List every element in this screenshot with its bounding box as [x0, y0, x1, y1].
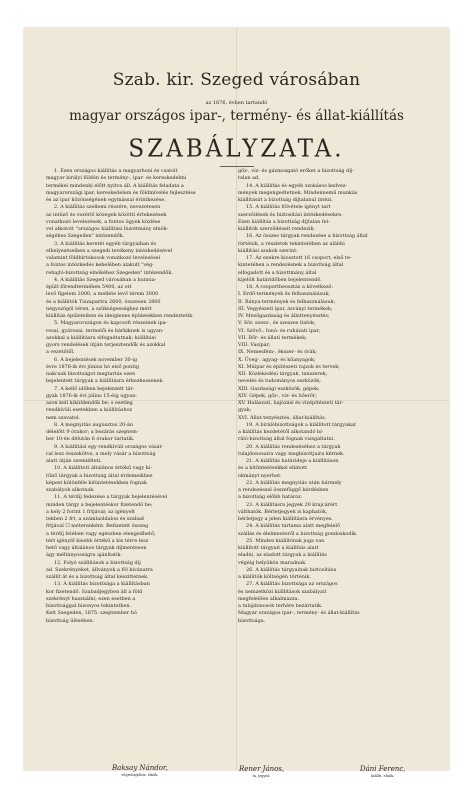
- text-line: 19. A bírálóbizottságok a kiállított tárgyakat: [246, 421, 356, 428]
- text-line: 4. A kiállítás Szeged városában a hunnia-: [54, 276, 157, 283]
- text-line: IV. Mezőgazdaság és állattenyésztés;: [238, 313, 330, 319]
- text-line: V. Sör, szesz-, és szeszes italok;: [238, 320, 316, 327]
- text-line: Kelt Szegeden, 1875. szeptember hó: [46, 610, 137, 617]
- text-line: VII. Bőr- és állati termékek;: [238, 334, 307, 341]
- text-line: 1. Ezen országos kiállítás a magyarhoni és csatolt: [54, 168, 178, 174]
- text-line: szekrényt használni; ezen esetben a: [46, 595, 136, 602]
- signature-role: kiállít. elnök.: [371, 774, 395, 778]
- text-line: bérletjegy a jelen kiállításra érvényes.: [238, 516, 333, 522]
- text-line: magyarországi ipar, kereskedelem és földmívelés fejlesztése: [46, 189, 196, 196]
- text-line: 26. A kiállítás tárgyainak biztosítása: [246, 566, 337, 573]
- text-line: gőz-, víz- és gázmozgató erőket a bizottság díj-: [238, 168, 354, 174]
- text-line: a térdíj felében vagy egészben elengedhető;: [46, 530, 156, 537]
- text-line: végéig helyükön maradnak.: [238, 559, 307, 566]
- text-line: termékei mindenki előtt nyitva áll. A kiállítás feladata a: [46, 182, 184, 189]
- text-line: II. Bánya-termények és felhasználásuk;: [238, 298, 336, 305]
- text-line: szabályok alkotnak.: [46, 487, 95, 493]
- text-line: kor fizetendő. Szabadjegyben áll a föld: [46, 588, 143, 595]
- text-line: X. Üveg-, agyag- és kőanyagok;: [238, 356, 316, 363]
- text-line: azon kell kiküldendők be; s esetleg: [46, 400, 133, 406]
- text-line: eladni, az eladott tárgyak a kiállítás: [238, 552, 327, 559]
- signature-3: [360, 765, 406, 778]
- text-line: 18. A csoportbeosztás a következő:: [246, 284, 334, 290]
- text-line: ágy méltányosságra ajánltatik.: [46, 552, 123, 559]
- document-title: SZABÁLYZATA.: [128, 135, 345, 163]
- text-line: ad. Szekrényeket, állványok a föl kivánatra: [46, 566, 153, 573]
- text-line: kiállítók szerződéseit rendezik.: [238, 226, 315, 232]
- text-line: bizottsággal bizonyos tekintetben.: [46, 603, 132, 609]
- text-line: 17. Az ezekre kiosztott 16 csoport, első te-: [246, 255, 352, 261]
- header-exhibition-line: magyar országos ipar-, termény- és állat-kiállítás: [69, 108, 404, 124]
- text-line: szállít át és a bizottság által készíttetnek.: [46, 574, 149, 580]
- text-line: 25. Minden kiállítónak joga van: [246, 537, 325, 544]
- text-line: elhelyezéseiben a szegedi tevékeny intézkedésével: [46, 247, 173, 254]
- text-line: XI. Múipar és építészeti rajzok és tervek;: [238, 363, 340, 370]
- text-line: képest különféle kitüntetésekben fognak: [46, 479, 147, 486]
- text-line: tekben 2 frt, a számlaoldalon és szabad: [46, 516, 144, 522]
- text-line: bizottsága.: [238, 617, 266, 624]
- text-line: nevelés és tudományos eszközök;: [238, 378, 321, 385]
- signature-role: végrehajtóbiz. elnök.: [121, 773, 159, 777]
- text-line: válthatók. Bérletjegyek is kaphatók,: [238, 508, 328, 515]
- text-line: 7. A kellő időben bejelentett tár-: [54, 385, 135, 392]
- text-line: az intéző és vezérlő közegek közötti értekezések: [46, 211, 167, 218]
- text-line: rosai, gyárosai, termelői és bárkiknek is ugyan-: [46, 327, 164, 334]
- text-line: 15. A kiállítás fölvétele igényt tart: [246, 204, 331, 211]
- text-line: kiállított tárgyait a kiállítás alatt: [238, 545, 319, 551]
- text-line: délelőtt 9 órakor; a bezárás szeptem-: [46, 429, 139, 435]
- text-line: 10. A kiállított általános értékű vagy ki-: [54, 465, 153, 472]
- text-line: és a kiállítók Tiszapartra 2600, összesen 2800: [46, 298, 161, 305]
- text-line: 6. A bejelentések november 30-ig: [54, 356, 138, 363]
- text-line: kijelölt határidőben bejelentendő.: [238, 276, 322, 283]
- text-line: mények megengedtetnek. Mindennemű munkás: [238, 189, 358, 196]
- text-line: hető vagy általános tárgyak díjmentesen: [46, 545, 147, 551]
- text-line: azokkal a kiállításra elfogadtatnak; kiállítási: [46, 334, 156, 341]
- text-line: a hely 2 forint 1 frtjával; az igényelt: [46, 508, 136, 515]
- title-rule: [220, 166, 254, 167]
- signature-name: Baksay Nándor,: [112, 764, 168, 772]
- text-line: vel alkotott "országos kiállítási bizottmány elnök-: [46, 226, 169, 232]
- text-line: 23. A kiállításra jegyek 20 krajcárért: [246, 501, 338, 508]
- text-line: tulajdonosaira vagy megbízottjaira kérnek.: [238, 450, 345, 457]
- text-line: valamint földbirtokosok vonatkozó levelezései: [46, 255, 161, 261]
- text-line: a tulajdonosok terhére bezártatik.: [238, 603, 323, 609]
- header-city-line: Szab. kir. Szeged városában: [112, 70, 361, 90]
- text-line: bizottság ülésében.: [46, 617, 94, 624]
- text-line: 27. A kiállítás bizottsága az országos: [246, 581, 338, 588]
- text-line: 21. A kiállítás határideje a kiállításon: [246, 458, 339, 464]
- text-line: a rendezéssel összefüggő kérdésben: [238, 487, 329, 493]
- text-line: a bizottság előbb határoz.: [238, 494, 303, 501]
- header-year-line: az 1876. évben tartandó: [205, 100, 268, 106]
- text-line: 13. A kiállítás bizottsága a kiállításban: [54, 581, 150, 588]
- text-line: 2. A kiállítás szellemi részére, nevezetesen: [54, 204, 161, 211]
- text-line: kiállítás épületeiben és ideiglenes épületekben rendeztetik.: [46, 313, 194, 319]
- text-line: talan ad.: [238, 175, 260, 182]
- text-line: minden tárgy a bejelentéskor fizetendő be;: [46, 501, 153, 508]
- text-line: tűnő tárgyak a bizottság által érdemeikhez: [46, 472, 153, 479]
- text-line: rendkívüli esetekben a kiállításhoz: [46, 407, 133, 414]
- text-line: nem szavatol.: [46, 414, 80, 421]
- text-line: évre 1876-ik évi június hó első pontig: [46, 363, 139, 370]
- text-line: a vezetőtől.: [46, 349, 75, 356]
- text-line: frtjával ☐ méterenként. Befizetett összeg: [46, 523, 149, 530]
- text-line: a kiállítók költségén történik.: [238, 574, 311, 580]
- text-line: levő figelem 2000, a melléte levő térem 3000: [46, 291, 159, 298]
- text-line: alatt útján szemlélteti.: [46, 458, 102, 464]
- text-line: ral lesz összekötve, a mely vásár a bizottság: [46, 450, 156, 457]
- left-text-column: [46, 168, 232, 625]
- text-line: a kiállítás kezdetétől alkotandó bí-: [238, 429, 324, 435]
- text-line: bejelentett tárgyak a kiállításra érkezhessenek.: [46, 378, 164, 385]
- signature-role: m. jegyző.: [252, 774, 271, 778]
- text-line: okmányt nyerhet.: [238, 472, 282, 479]
- text-line: ségéhez Szegeden" intézendők.: [46, 233, 125, 240]
- text-line: történik, a részletek tekintetében az alábbi: [238, 240, 345, 247]
- text-line: magyar királyi földön és termény-, ipar- és kereskedelmi: [46, 175, 187, 182]
- text-line: Ezen kiállítás a bizottság díjtalan fel-: [238, 218, 330, 225]
- text-line: VIII. Vasipar;: [238, 342, 271, 348]
- text-line: VI. Szövő-, fonó- és ruházati ipar;: [238, 327, 321, 334]
- text-line: 5. Magyarországon és kapcsolt részeinek ipa-: [54, 320, 168, 327]
- signature-2: [239, 765, 284, 778]
- text-line: négyszögöl téren, a szükségességhez mért: [46, 305, 152, 312]
- text-line: ber 10-én délután 6 órakor tartatik.: [46, 436, 135, 443]
- text-line: Magyar országos ipar-, termény- és állat-kiállítás: [238, 610, 360, 617]
- text-line: XII. Közlekedési tárgyak, tanszerek,: [238, 371, 328, 377]
- text-line: ráló-bizottság által fognak vizsgáltatni.: [238, 436, 335, 443]
- signature-name: Rener János,: [239, 765, 285, 773]
- text-line: 3. A kiállítás keretét egyéb tárgyaiban és: [54, 240, 156, 247]
- text-line: vonatkozó levelezések, a fontos ügyek közlése: [46, 218, 161, 225]
- poster-sheet: [24, 28, 449, 778]
- text-line: kiállítási szakok szerint:: [238, 247, 298, 254]
- text-line: szerződések és biztosítási intézkedésekre.: [238, 211, 343, 218]
- text-line: XIV. Gépek, gőz-, víz- és hőerőr;: [238, 392, 317, 399]
- text-line: kiállítását a bizottság díjtalanul intézi.: [238, 197, 333, 203]
- text-line: XVI. Állat-tenyésztés, állat-kiállítás.: [238, 414, 327, 421]
- text-line: gyak 1876-ik évi július 15-éig ugyan-: [46, 392, 138, 399]
- text-line: tért igénylő kisebb értékű a kis térre lesz: [46, 537, 149, 544]
- text-line: 16. Az összes tárgyak rendezése a bizottság által: [246, 233, 368, 240]
- text-line: 12. Folyó szállítások a bizottság díj: [54, 559, 141, 566]
- text-line: 22. A kiállítás megnyitás után bármely: [246, 479, 342, 486]
- text-line: épült főrendtermében 5400, az ott: [46, 284, 132, 290]
- text-line: 11. A térdíj fedezése a tárgyak bejelentésével: [54, 494, 168, 501]
- text-line: elfogadott és a bizottmány által: [238, 269, 317, 276]
- signature-name: Dáni Ferenc,: [360, 765, 406, 773]
- text-line: a fontos intézkedés kebelében alakult "vég-: [46, 262, 154, 269]
- text-line: kintetében a rendezésnek a bizottság által: [238, 262, 344, 269]
- right-text-column: [238, 168, 426, 625]
- text-line: I. Erdő-termények és felhasználásuk;: [238, 291, 330, 298]
- text-line: és nemzetközi kiállítások szabályait: [238, 588, 327, 595]
- text-line: és a kitűntetésekkel ellátott: [238, 465, 308, 472]
- text-line: és az ipar közönségének egymással érintkezése.: [46, 197, 166, 203]
- text-line: III. Vegyészeti ipar, ásványi termékek;: [238, 305, 333, 312]
- text-line: szállás és élelmezésről a bizottság gondoskodik.: [238, 530, 358, 537]
- signature-1: [112, 764, 168, 777]
- text-line: megfelelően alkalmazza.: [238, 595, 300, 602]
- text-line: 8. A megnyitás augusztus 20-án: [54, 421, 133, 428]
- text-line: XIII. Gazdasági eszközök, gépek;: [238, 385, 320, 392]
- text-line: rehajtó-bizottság elnökéhez Szegeden" intézendők.: [46, 269, 173, 276]
- text-line: XV. Halászati, hajózási és vízépítészeti tár-: [238, 400, 344, 406]
- text-line: 20. A kiállítás rendezéséhez a tárgyak: [246, 443, 341, 450]
- text-line: gyak;: [238, 407, 252, 414]
- text-line: 9. A kiállítási egy rendkívüli országos vásár-: [54, 443, 164, 450]
- text-line: IX. Nemesfém-, ékszer- és órák;: [238, 349, 317, 356]
- text-line: nakcsak bizottságot megtartás ezen: [46, 371, 136, 377]
- text-line: gyors rendelések útján terjesztendők és azokkal: [46, 342, 166, 348]
- text-line: 14. A kiállítás és egyéb szokásos kedvez-: [246, 182, 348, 189]
- text-line: 24. A kiállítás tartama alatt megfelelő: [246, 523, 340, 530]
